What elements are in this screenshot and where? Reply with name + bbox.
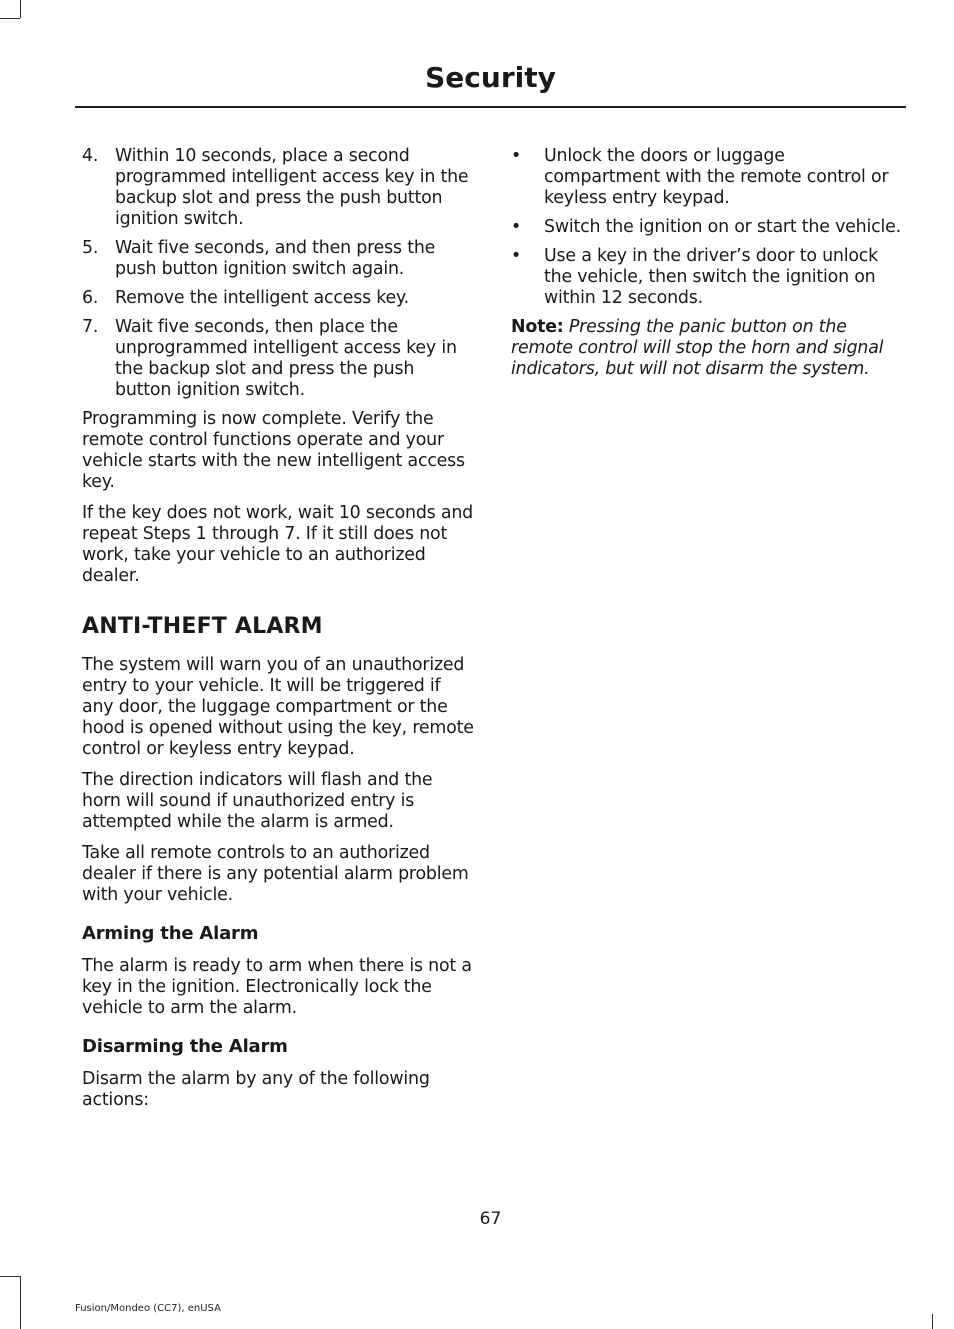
page-title: Security — [425, 61, 556, 94]
step-number: 6. — [82, 288, 99, 308]
step-number: 7. — [82, 317, 99, 337]
bullet-text: Use a key in the driver’s door to unlock the vehicle, then switch the ignition on within 12 seconds. — [544, 246, 879, 308]
note-text: Pressing the panic button on the remote control will stop the horn and signal indicators, but will not disarm the system. — [511, 317, 884, 379]
crop-mark — [0, 1276, 20, 1277]
subsection-heading: Disarming the Alarm — [82, 1036, 288, 1057]
paragraph: Disarm the alarm by any of the following actions: — [82, 1069, 430, 1110]
header-divider — [75, 106, 906, 108]
list-item — [82, 288, 474, 309]
paragraph: Programming is now complete. Verify the remote control functions operate and your vehicle starts with the new intelligent access key. — [82, 409, 465, 492]
list-item — [511, 217, 905, 238]
note-label: Note: — [511, 317, 564, 337]
list-item — [82, 317, 474, 401]
step-text: Remove the intelligent access key. — [115, 288, 409, 308]
paragraph: If the key does not work, wait 10 seconds and repeat Steps 1 through 7. If it still does not work, take your vehicle to an authorized dealer. — [82, 503, 473, 586]
list-item — [511, 146, 905, 209]
paragraph: The direction indicators will flash and the horn will sound if unauthorized entry is attempted while the alarm is armed. — [82, 770, 433, 832]
bullet-icon: • — [511, 246, 522, 266]
paragraph: Take all remote controls to an authorized dealer if there is any potential alarm problem with your vehicle. — [82, 843, 469, 905]
bullet-icon: • — [511, 146, 522, 166]
subsection-heading: Arming the Alarm — [82, 923, 259, 944]
step-text: Wait five seconds, and then press the push button ignition switch again. — [115, 238, 436, 279]
list-item — [511, 246, 905, 309]
bullet-icon: • — [511, 217, 522, 237]
step-text: Within 10 seconds, place a second programmed intelligent access key in the backup slot and press the push button ignition switch. — [115, 146, 469, 229]
footer-text: Fusion/Mondeo (CC7), enUSA — [75, 1303, 221, 1314]
section-heading: ANTI-THEFT ALARM — [82, 614, 323, 639]
crop-mark — [20, 1276, 21, 1329]
bullet-text: Unlock the doors or luggage compartment with the remote control or keyless entry keypad. — [544, 146, 889, 208]
crop-mark — [20, 0, 21, 18]
paragraph: The system will warn you of an unauthorized entry to your vehicle. It will be triggered if any door, the luggage compartment or the hood is opened without using the key, remote control or keyless entry keypad. — [82, 655, 474, 759]
list-item — [82, 146, 474, 230]
list-item — [82, 238, 474, 280]
left-column — [82, 146, 474, 1121]
crop-mark — [0, 18, 20, 19]
step-text: Wait five seconds, then place the unprogrammed intelligent access key in the backup slot and press the push button ignition switch. — [115, 317, 457, 400]
crop-mark — [932, 1314, 933, 1329]
page-number: 67 — [479, 1209, 502, 1229]
step-number: 4. — [82, 146, 99, 166]
paragraph: The alarm is ready to arm when there is not a key in the ignition. Electronically lock the vehicle to arm the alarm. — [82, 956, 472, 1018]
bullet-text: Switch the ignition on or start the vehicle. — [544, 217, 901, 237]
step-number: 5. — [82, 238, 99, 258]
note — [511, 317, 905, 380]
right-column — [511, 146, 905, 390]
